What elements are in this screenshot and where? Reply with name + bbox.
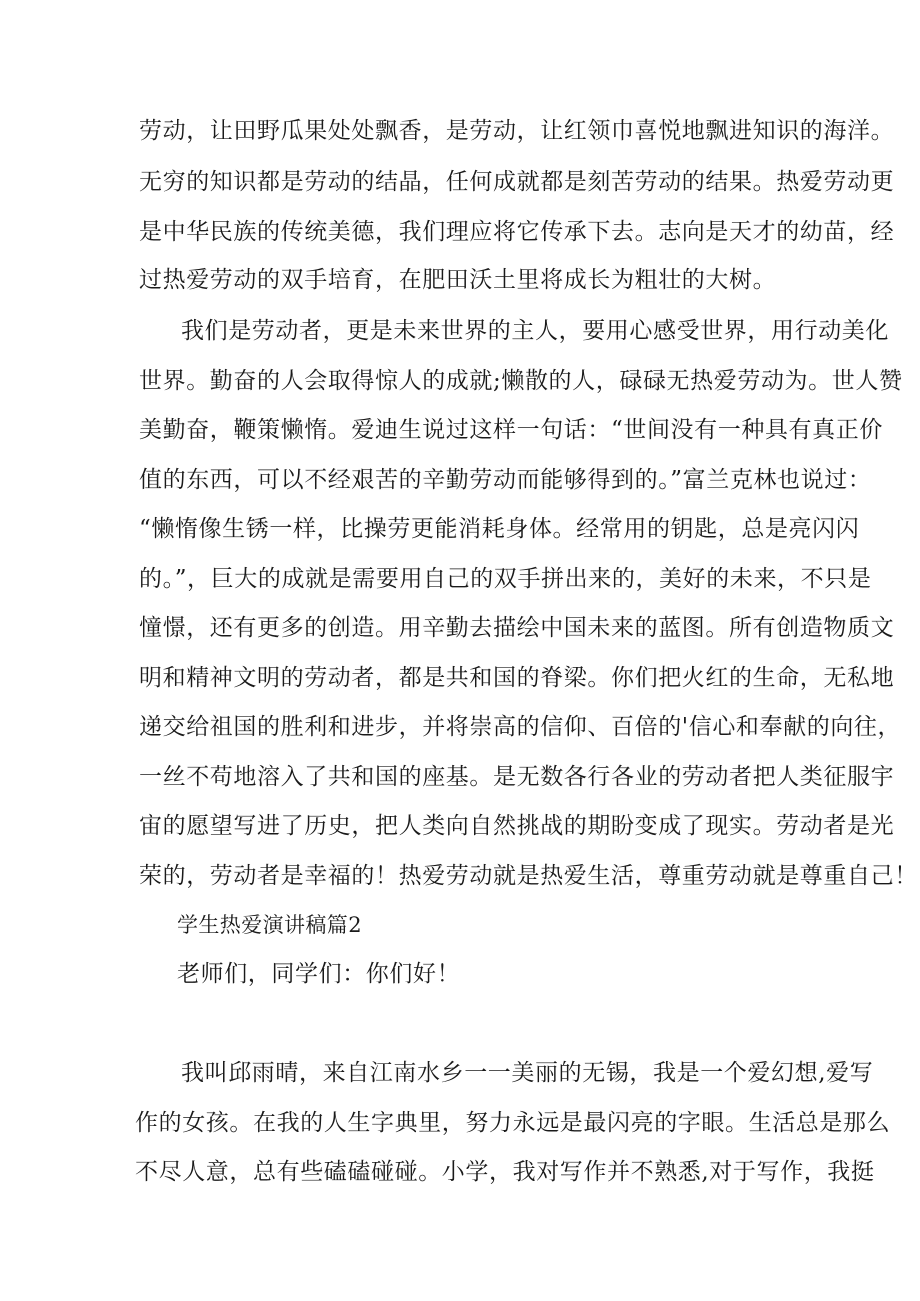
greeting-line: 老师们，同学们：你们好！	[177, 961, 461, 987]
text-line: 宙的愿望写进了历史，把人类向自然挑战的期盼变成了现实。劳动者是光	[139, 813, 895, 839]
text-line: 递交给祖国的胜利和进步，并将崇高的信仰、百倍的'信心和奉献的向往，	[139, 714, 902, 740]
text-line: 荣的，劳动者是幸福的！热爱劳动就是热爱生活，尊重劳动就是尊重自己！	[139, 863, 918, 889]
text-line: 作的女孩。在我的人生字典里，努力永远是最闪亮的字眼。生活总是那么	[135, 1110, 891, 1136]
section-heading: 学生热爱演讲稿篇2	[177, 913, 362, 937]
text-line: 无穷的知识都是劳动的结晶，任何成就都是刻苦劳动的结果。热爱劳动更	[139, 169, 895, 195]
text-line: 值的东西，可以不经艰苦的辛勤劳动而能够得到的。”富兰克林也说过：	[139, 467, 872, 493]
text-line: “懒惰像生锈一样，比操劳更能消耗身体。经常用的钥匙，总是亮闪闪	[139, 516, 860, 542]
text-line: 劳动，让田野瓜果处处飘香，是劳动，让红领巾喜悦地飘进知识的海洋。	[139, 118, 895, 144]
text-line: 过热爱劳动的双手培育，在肥田沃土里将成长为粗壮的大树。	[139, 267, 777, 293]
text-line: 美勤奋，鞭策懒惰。爱迪生说过这样一句话：“世间没有一种具有真正价	[139, 417, 883, 443]
text-line: 一丝不苟地溶入了共和国的座基。是无数各行各业的劳动者把人类征服宇	[139, 764, 895, 790]
text-line: 明和精神文明的劳动者，都是共和国的脊梁。你们把火红的生命，无私地	[139, 665, 895, 691]
text-line: 憧憬，还有更多的创造。用辛勤去描绘中国未来的蓝图。所有创造物质文	[139, 615, 895, 641]
text-line: 世界。勤奋的人会取得惊人的成就;懒散的人，碌碌无热爱劳动为。世人赞	[139, 368, 903, 394]
text-line: 的。”，巨大的成就是需要用自己的双手拼出来的，美好的未来，不只是	[139, 566, 872, 592]
text-line: 不尽人意，总有些磕磕碰碰。小学，我对写作并不熟悉,对于写作，我挺	[135, 1159, 875, 1185]
text-line: 我们是劳动者，更是未来世界的主人，要用心感受世界，用行动美化	[181, 318, 889, 344]
text-line: 是中华民族的传统美德，我们理应将它传承下去。志向是天才的幼苗，经	[139, 219, 895, 245]
text-line: 我叫邱雨晴，来自江南水乡一一美丽的无锡，我是一个爱幻想,爱写	[181, 1060, 874, 1086]
